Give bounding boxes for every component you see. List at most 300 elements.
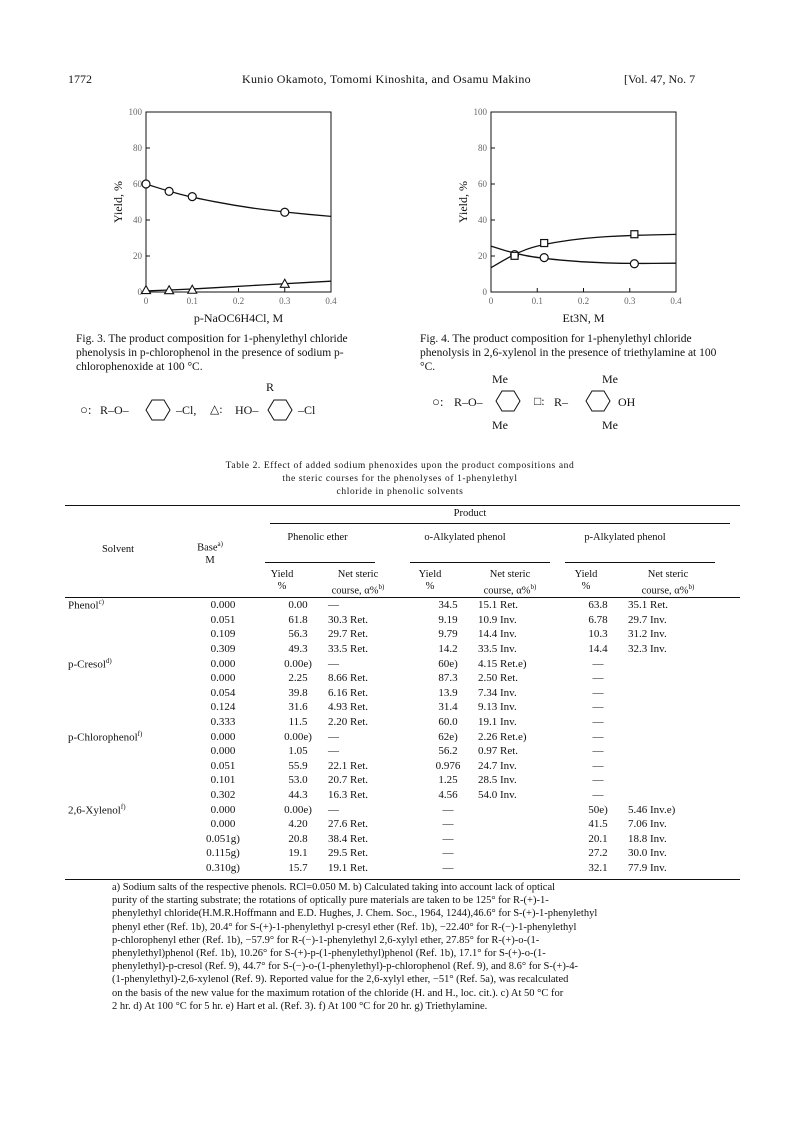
table-cell: 0.101: [210, 774, 236, 787]
header-base-sup: a): [217, 540, 223, 548]
table-cell: 0.000: [210, 745, 236, 758]
header-pct: %: [581, 581, 591, 592]
header-product-rule: [270, 523, 730, 524]
footnote-line: 2 hr. d) At 100 °C for 5 hr. e) Hart et al. (Ref. 3). f) At 100 °C for 20 hr. g) Triethylamine.: [112, 1000, 488, 1012]
table-cell: 0.976: [435, 759, 461, 772]
y-tick-label: 40: [133, 215, 142, 225]
solvent-cell: [68, 700, 178, 715]
header-base-unit: M: [205, 554, 215, 566]
table-top-rule: [65, 505, 740, 506]
table-cell: 0.051g): [206, 832, 240, 845]
header-yield: [566, 569, 606, 593]
table-cell: 61.8: [288, 613, 308, 626]
volume-info: [Vol. 47, No. 7: [624, 72, 696, 86]
table-cell: 7.06 Inv.: [628, 818, 667, 831]
table-cell: 7.34 Inv.: [478, 686, 517, 699]
table-cell: [628, 671, 718, 686]
table-cell: 20.7 Ret.: [328, 774, 369, 787]
table-cell: 35.1 Ret.: [628, 599, 669, 612]
table-cell: —: [592, 730, 604, 743]
y-tick-label: 0: [137, 287, 142, 297]
table-row: [68, 613, 718, 628]
solvent-cell: [68, 686, 178, 701]
header-net-text: Net steric: [489, 569, 531, 580]
table-cell: 29.7 Ret.: [328, 628, 369, 641]
table-cell: [478, 861, 568, 876]
header-yield: [410, 569, 450, 593]
x-axis-label: Et3N, M: [562, 311, 605, 325]
table-title-line: chloride in phenolic solvents: [336, 487, 464, 497]
solvent-cell: [68, 759, 178, 774]
solvent-name: p-Cresol: [68, 658, 106, 671]
table-cell: —: [592, 657, 604, 670]
solvent-cell: [68, 832, 178, 847]
table-cell: 14.4 Inv.: [478, 628, 517, 641]
table-cell: —: [442, 847, 454, 860]
header-yield-text: Yield: [270, 569, 294, 580]
plot-frame: [146, 112, 331, 292]
table-cell: 13.9: [438, 686, 458, 699]
table-row: [68, 788, 718, 803]
y-tick-label: 40: [478, 215, 487, 225]
methyl-label: Me: [492, 372, 508, 386]
table-cell: [628, 729, 718, 744]
table-cell: 32.1: [588, 861, 608, 874]
solvent-cell: [68, 729, 178, 744]
table-cell: 20.1: [588, 832, 608, 845]
header-net: [470, 569, 550, 598]
table-cell: [478, 832, 568, 847]
table-cell: —: [592, 759, 604, 772]
solvent-cell: [68, 642, 178, 657]
table-cell: [478, 846, 568, 861]
header-base-text: Base: [197, 542, 218, 554]
x-tick-label: 0.1: [186, 296, 198, 306]
triangle-marker-icon: △:: [210, 402, 223, 416]
table-cell: 31.2 Inv.: [628, 628, 667, 641]
table-cell: 60.0: [438, 716, 458, 729]
table-cell: 5.46 Inv.e): [628, 803, 676, 816]
table-cell: —: [442, 832, 454, 845]
solvent-cell: [68, 773, 178, 788]
header-course: course, α%: [331, 585, 379, 597]
footnote-line: phenylethyl)-p-cresol (Ref. 9), 44.7° for S-(−)-o-(1-phenylethyl)-p-chlorophenol (Ref. 9), and 8.6° for S-(+)-4-: [112, 961, 579, 973]
solvent-cell: [68, 861, 178, 876]
legend-circle-sub: –Cl,: [176, 403, 197, 417]
footnote-line: phenylethyl chloride(H.M.R.Hoffmann and E.D. Hughes, J. Chem. Soc., 1964, 1244),46.6° for S-(+)-1-phenylethyl: [112, 908, 598, 920]
table-cell: 10.9 Inv.: [478, 613, 517, 626]
table-cell: 19.1: [288, 847, 308, 860]
header-net-text: Net steric: [647, 569, 689, 580]
table-cell: 34.5: [438, 599, 458, 612]
y-tick-label: 20: [478, 251, 487, 261]
table-cell: 63.8: [588, 599, 608, 612]
running-authors: Kunio Okamoto, Tomomi Kinoshita, and Osamu Makino: [242, 72, 531, 86]
table-cell: —: [442, 818, 454, 831]
y-tick-label: 60: [133, 179, 142, 189]
table-cell: 27.2: [588, 847, 608, 860]
table-row: [68, 802, 718, 817]
table-cell: 60e): [438, 657, 458, 670]
table-cell: [628, 715, 718, 730]
table-cell: 30.0 Inv.: [628, 847, 667, 860]
table-cell: 29.7 Inv.: [628, 613, 667, 626]
data-point-circle: [165, 187, 173, 195]
table-cell: 4.15 Ret.e): [478, 657, 527, 670]
footnote-line: p-chlorophenyl ether (Ref. 1b), −57.9° for R-(−)-1-phenylethyl 2,6-xylyl ether, 27.85° for R-(+)-o-(1-: [112, 934, 540, 946]
table-title-line: Table 2. Effect of added sodium phenoxides upon the product compositions and: [225, 461, 575, 471]
table-row: [68, 817, 718, 832]
table-cell: 0.00: [288, 599, 308, 612]
table-cell: 9.13 Inv.: [478, 701, 517, 714]
table-cell: 0.000: [210, 599, 236, 612]
solvent-cell: [68, 744, 178, 759]
table-cell: —: [442, 803, 454, 816]
table-cell: 16.3 Ret.: [328, 789, 369, 802]
header-product: Product: [453, 508, 487, 519]
solvent-name: Phenol: [68, 600, 99, 613]
footnote-line: (1-phenylethyl)-2,6-xylenol (Ref. 9). Reported value for the 2,6-xylyl ether, −51° (Ref. 5a), was recalculated: [112, 974, 569, 986]
benzene-ring-icon: [488, 386, 528, 416]
table-cell: 6.78: [588, 613, 608, 626]
footnote-line: phenyl ether (Ref. 1b), 20.4° for S-(+)-1-phenylethyl p-cresyl ether (Ref. 1b), −22.40° for R-(−)-1-phenylethyl: [112, 921, 577, 933]
methyl-label: Me: [602, 372, 618, 386]
table-cell: [628, 656, 718, 671]
table-cell: 0.302: [210, 789, 236, 802]
table-cell: 53.0: [288, 774, 308, 787]
table-row: [68, 642, 718, 657]
legend-circle-label: R–O–: [454, 395, 483, 409]
table-cell: 0.051: [210, 759, 236, 772]
table-cell: 33.5 Inv.: [478, 643, 517, 656]
table-cell: 15.7: [288, 861, 308, 874]
data-point-square: [511, 252, 518, 259]
x-tick-label: 0: [488, 296, 494, 306]
fig3-caption: Fig. 3. The product composition for 1-phenylethyl chloride phenolysis in p-chlorophenol in the presence of sodium p-chlorophenoxide at 100 °C.: [76, 333, 348, 373]
circle-marker-icon: ○:: [80, 402, 92, 417]
table-cell: 10.3: [588, 628, 608, 641]
header-course-sup: b): [378, 583, 385, 591]
table-cell: 0.97 Ret.: [478, 745, 519, 758]
table-cell: [478, 817, 568, 832]
x-tick-label: 0.4: [325, 296, 337, 306]
table-cell: [628, 700, 718, 715]
header-pct: %: [277, 581, 287, 592]
fig4-chart: [445, 100, 705, 325]
table-cell: 30.3 Ret.: [328, 613, 369, 626]
footnote-line: a) Sodium salts of the respective phenols. RCl=0.050 M. b) Calculated taking into account lack of optical: [112, 882, 556, 893]
legend-triangle-sub: –Cl: [298, 403, 316, 417]
solvent-cell: [68, 671, 178, 686]
table-row: [68, 715, 718, 730]
table-cell: 41.5: [588, 818, 608, 831]
table-row: [68, 861, 718, 876]
y-tick-label: 20: [133, 251, 142, 261]
table-cell: 0.051: [210, 613, 236, 626]
table-row: [68, 671, 718, 686]
table-cell: 50e): [588, 803, 608, 816]
solvent-footnote: f): [120, 802, 126, 811]
data-point-circle: [630, 260, 638, 268]
fig4-legend: [432, 372, 732, 434]
table-cell: —: [442, 861, 454, 874]
table-cell: 38.4 Ret.: [328, 832, 369, 845]
header-ortho: o-Alkylated phenol: [424, 532, 506, 543]
footnote-line: on the basis of the new value for the maximum rotation of the chloride (H. and H., loc. cit.). c) At 50 °C for: [112, 987, 564, 999]
table-cell: —: [328, 803, 339, 816]
header-net: [628, 569, 708, 598]
y-tick-label: 60: [478, 179, 487, 189]
data-point-circle: [142, 180, 150, 188]
table-cell: —: [592, 745, 604, 758]
header-yield-text: Yield: [574, 569, 598, 580]
y-axis-label: Yield, %: [111, 181, 125, 223]
table-body: [68, 598, 718, 875]
table-cell: 0.000: [210, 818, 236, 831]
benzene-ring-icon: [578, 386, 618, 416]
table-row: [68, 744, 718, 759]
table-cell: 0.000: [210, 803, 236, 816]
data-point-triangle: [142, 286, 151, 294]
x-tick-label: 0.3: [279, 296, 291, 306]
table-cell: 0.00e): [284, 730, 312, 743]
table-cell: 14.2: [438, 643, 458, 656]
header-sub-rule: [265, 562, 375, 563]
header-ether: Phenolic ether: [287, 532, 348, 543]
solvent-name: 2,6-Xylenol: [68, 804, 121, 817]
y-axis-label: Yield, %: [456, 181, 470, 223]
x-tick-label: 0.3: [624, 296, 636, 306]
solvent-footnote: f): [137, 729, 143, 738]
data-point-circle: [540, 254, 548, 262]
header-yield: [262, 569, 302, 593]
table-cell: 77.9 Inv.: [628, 861, 667, 874]
header-solvent: Solvent: [101, 544, 135, 555]
table-cell: 11.5: [288, 716, 308, 729]
table-cell: [628, 686, 718, 701]
table-cell: 0.000: [210, 672, 236, 685]
table-bottom-rule: [65, 879, 740, 880]
header-yield-text: Yield: [418, 569, 442, 580]
x-tick-label: 0.2: [577, 296, 590, 306]
header-net-text: Net steric: [337, 569, 379, 580]
legend-circle-label: R–O–: [100, 403, 129, 417]
solvent-cell: [68, 613, 178, 628]
solvent-footnote: c): [98, 598, 105, 607]
fig4-caption: Fig. 4. The product composition for 1-phenylethyl chloride phenolysis in 2,6-xylenol in the presence of triethylamine at 100 °C.: [420, 333, 717, 373]
table-cell: 19.1 Ret.: [328, 861, 369, 874]
plot-frame: [491, 112, 676, 292]
table-cell: [628, 788, 718, 803]
methyl-label: Me: [492, 418, 508, 432]
hydroxyl-label: OH: [618, 395, 636, 409]
square-marker-icon: □:: [534, 394, 545, 408]
table-cell: 20.8: [288, 832, 308, 845]
legend-square-label: R–: [554, 395, 569, 409]
table-cell: 49.3: [288, 643, 308, 656]
table-cell: —: [328, 730, 339, 743]
table-cell: 0.310g): [206, 861, 240, 874]
table-footnotes: [112, 881, 732, 1013]
table-cell: 9.19: [438, 613, 458, 626]
x-tick-label: 0: [143, 296, 149, 306]
header-sub-rule: [410, 562, 550, 563]
table-row: [68, 773, 718, 788]
table-cell: [628, 744, 718, 759]
table-cell: 2.50 Ret.: [478, 672, 519, 685]
table-cell: 27.6 Ret.: [328, 818, 369, 831]
header-net: [318, 569, 398, 598]
x-tick-label: 0.1: [531, 296, 543, 306]
y-tick-label: 80: [478, 143, 487, 153]
data-point-square: [631, 231, 638, 238]
legend-r-label: R: [266, 380, 275, 394]
table-cell: 55.9: [288, 759, 308, 772]
table-cell: 0.309: [210, 643, 236, 656]
table-row: [68, 729, 718, 744]
footnote-line: phenylethyl)phenol (Ref. 1b), 10.26° for S-(+)-p-(1-phenylethyl)phenol (Ref. 1b), 17.1° for S-(+)-o-(1-: [112, 948, 546, 960]
solvent-footnote: d): [105, 656, 112, 665]
y-tick-label: 0: [482, 287, 487, 297]
table-cell: 24.7 Inv.: [478, 759, 517, 772]
table-cell: —: [328, 599, 339, 612]
results-table: [68, 598, 718, 875]
benzene-ring-icon: [138, 396, 178, 424]
table-cell: 33.5 Ret.: [328, 643, 369, 656]
table-cell: 19.1 Inv.: [478, 716, 517, 729]
header-course-sup: b): [688, 583, 695, 591]
table-cell: —: [328, 745, 339, 758]
header-para: p-Alkylated phenol: [584, 532, 666, 543]
table-cell: 44.3: [288, 789, 308, 802]
table-cell: 15.1 Ret.: [478, 599, 519, 612]
table-cell: 39.8: [288, 686, 308, 699]
table-cell: 14.4: [588, 643, 608, 656]
table-cell: 0.124: [210, 701, 236, 714]
table-cell: 54.0 Inv.: [478, 789, 517, 802]
table-row: [68, 759, 718, 774]
y-tick-label: 100: [473, 107, 487, 117]
table-cell: 0.00e): [284, 657, 312, 670]
table-row: [68, 686, 718, 701]
header-base: [175, 538, 245, 567]
page-number: 1772: [68, 72, 92, 86]
x-tick-label: 0.2: [232, 296, 245, 306]
table-cell: 31.6: [288, 701, 308, 714]
table-cell: 31.4: [438, 701, 458, 714]
table-cell: 4.20: [288, 818, 308, 831]
table-cell: 0.00e): [284, 803, 312, 816]
fig3-legend: [80, 380, 410, 428]
table-cell: 87.3: [438, 672, 458, 685]
table-cell: —: [592, 686, 604, 699]
table-cell: [628, 759, 718, 774]
table-row: [68, 846, 718, 861]
series-curve: [146, 184, 331, 216]
footnote-line: purity of the starting substrate; the rotations of optically pure materials are taken to be 125° for R-(+)-1-: [112, 895, 549, 907]
solvent-cell: [68, 598, 178, 613]
table-cell: 29.5 Ret.: [328, 847, 369, 860]
header-course: course, α%: [641, 585, 689, 597]
table-cell: —: [592, 774, 604, 787]
data-point-square: [541, 240, 548, 247]
table-row: [68, 656, 718, 671]
table-cell: 4.93 Ret.: [328, 701, 369, 714]
table-cell: —: [592, 701, 604, 714]
series-curve: [491, 234, 676, 267]
data-point-circle: [281, 208, 289, 216]
solvent-name: p-Chlorophenol: [68, 731, 138, 744]
table-cell: 0.109: [210, 628, 236, 641]
table-cell: —: [592, 789, 604, 802]
x-axis-label: p-NaOC6H4Cl, M: [193, 311, 284, 325]
table-cell: —: [328, 657, 339, 670]
fig3-chart: [100, 100, 360, 325]
solvent-cell: [68, 802, 178, 817]
table-cell: 56.2: [438, 745, 458, 758]
table-cell: 0.054: [210, 686, 236, 699]
table-cell: 2.26 Ret.e): [478, 730, 527, 743]
solvent-cell: [68, 715, 178, 730]
table-cell: 8.66 Ret.: [328, 672, 369, 685]
table-cell: 2.25: [288, 672, 308, 685]
table-row: [68, 627, 718, 642]
table-cell: 0.000: [210, 657, 236, 670]
table-cell: 1.05: [288, 745, 308, 758]
solvent-cell: [68, 817, 178, 832]
header-sub-rule: [565, 562, 715, 563]
table-row: [68, 598, 718, 613]
table-cell: 0.000: [210, 730, 236, 743]
table-cell: —: [592, 716, 604, 729]
table-cell: [628, 773, 718, 788]
table-cell: —: [592, 672, 604, 685]
table-cell: 28.5 Inv.: [478, 774, 517, 787]
table-cell: 18.8 Inv.: [628, 832, 667, 845]
table-cell: 0.115g): [206, 847, 240, 860]
table-cell: 2.20 Ret.: [328, 716, 369, 729]
table-cell: 6.16 Ret.: [328, 686, 369, 699]
table-cell: 9.79: [438, 628, 458, 641]
methyl-label: Me: [602, 418, 618, 432]
table-cell: 56.3: [288, 628, 308, 641]
header-course-sup: b): [530, 583, 537, 591]
table-cell: 62e): [438, 730, 458, 743]
x-tick-label: 0.4: [670, 296, 682, 306]
data-point-circle: [188, 193, 196, 201]
solvent-cell: [68, 846, 178, 861]
table-cell: 4.56: [438, 789, 458, 802]
table-cell: 0.333: [210, 716, 236, 729]
table-row: [68, 832, 718, 847]
table-title: [100, 460, 700, 499]
benzene-ring-icon: [260, 396, 300, 424]
circle-marker-icon: ○:: [432, 394, 444, 409]
header-course: course, α%: [483, 585, 531, 597]
legend-triangle-label: HO–: [235, 403, 259, 417]
y-tick-label: 80: [133, 143, 142, 153]
table-title-line: the steric courses for the phenolyses of 1-phenylethyl: [282, 474, 518, 484]
solvent-cell: [68, 627, 178, 642]
solvent-cell: [68, 656, 178, 671]
table-cell: [478, 802, 568, 817]
table-row: [68, 700, 718, 715]
table-cell: 1.25: [438, 774, 458, 787]
table-cell: 32.3 Inv.: [628, 643, 667, 656]
solvent-cell: [68, 788, 178, 803]
y-tick-label: 100: [128, 107, 142, 117]
header-pct: %: [425, 581, 435, 592]
